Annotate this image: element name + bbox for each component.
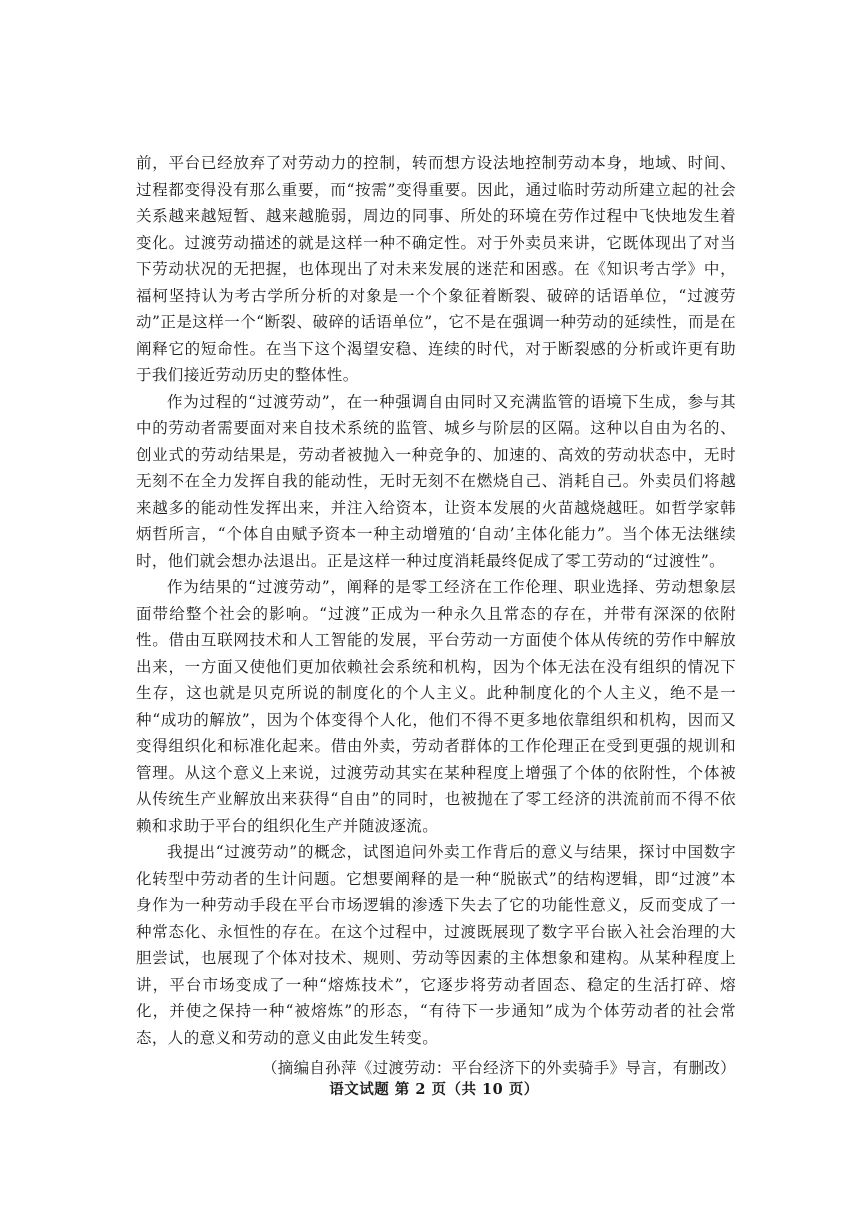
page-footer: 语文试题 第 2 页（共 10 页） xyxy=(329,1081,539,1098)
paragraph-1: 前，平台已经放弃了对劳动力的控制，转而想方设法地控制劳动本身，地域、时间、过程都变得没有那么重要，而“按需”变得重要。因此，通过临时劳动所建立起的社会关系越来越短暂、越来越脆弱，周边的同事、所处的环境在劳作过程中飞快地发生着变化。过渡劳动描述的就是这样一种不确定性。对于外卖员来讲，它既体现出了对当下劳动状况的无把握，也体现出了对未来发展的迷茫和困惑。在《知识考古学》中，福柯坚持认为考古学所分析的对象是一个个象征着断裂、破碎的话语单位，“过渡劳动”正是这样一个“断裂、破碎的话语单位”，它不是在强调一种劳动的延续性，而是在阐释它的短命性。在当下这个渴望安稳、连续的时代，对于断裂感的分析或许更有助于我们接近劳动历史的整体性。 xyxy=(136,154,736,384)
paragraph-2: 作为过程的“过渡劳动”，在一种强调自由同时又充满监管的语境下生成，参与其中的劳动者需要面对来自技术系统的监管、城乡与阶层的区隔。这种以自由为名的、创业式的劳动结果是，劳动者被抛入一种竞争的、加速的、高效的劳动状态中，无时无刻不在全力发挥自我的能动性，无时无刻不在燃烧自己、消耗自己。外卖员们将越来越多的能动性发挥出来，并注入给资本，让资本发展的火苗越烧越旺。如哲学家韩炳哲所言，“个体自由赋予资本一种主动增殖的‘自动’主体化能力”。当个体无法继续时，他们就会想办法退出。正是这样一种过度消耗最终促成了零工劳动的“过渡性”。 xyxy=(136,392,736,570)
paragraph-3: 作为结果的“过渡劳动”，阐释的是零工经济在工作伦理、职业选择、劳动想象层面带给整个社会的影响。“过渡”正成为一种永久且常态的存在，并带有深深的依附性。借由互联网技术和人工智能的发展，平台劳动一方面使个体从传统的劳作中解放出来，一方面又使他们更加依赖社会系统和机构，因为个体无法在没有组织的情况下生存，这也就是贝克所说的制度化的个人主义。此种制度化的个人主义，绝不是一种“成功的解放”，因为个体变得个人化，他们不得不更多地依靠组织和机构，因而又变得组织化和标准化起来。借由外卖，劳动者群体的工作伦理正在受到更强的规训和管理。从这个意义上来说，过渡劳动其实在某种程度上增强了个体的依附性，个体被从传统生产业解放出来获得“自由”的同时，也被抛在了零工经济的洪流前而不得不依赖和求助于平台的组织化生产并随波逐流。 xyxy=(136,578,736,835)
paragraph-4: 我提出“过渡劳动”的概念，试图追问外卖工作背后的意义与结果，探讨中国数字化转型中劳动者的生计问题。它想要阐释的是一种“脱嵌式”的结构逻辑，即“过渡”本身作为一种劳动手段在平台市场逻辑的渗透下失去了它的功能性意义，反而变成了一种常态化、永恒性的存在。在这个过程中，过渡既展现了数字平台嵌入社会治理的大胆尝试，也展现了个体对技术、规则、劳动等因素的主体想象和建构。从某种程度上讲，平台市场变成了一种“熔炼技术”，它逐步将劳动者固态、稳定的生活打碎、熔化，并使之保持一种“被熔炼”的形态，“有待下一步通知”成为个体劳动者的社会常态，人的意义和劳动的意义由此发生转变。 xyxy=(136,843,736,1047)
source-citation: （摘编自孙萍《过渡劳动：平台经济下的外卖骑手》导言，有删改） xyxy=(261,1059,736,1077)
article-body xyxy=(136,150,736,1082)
